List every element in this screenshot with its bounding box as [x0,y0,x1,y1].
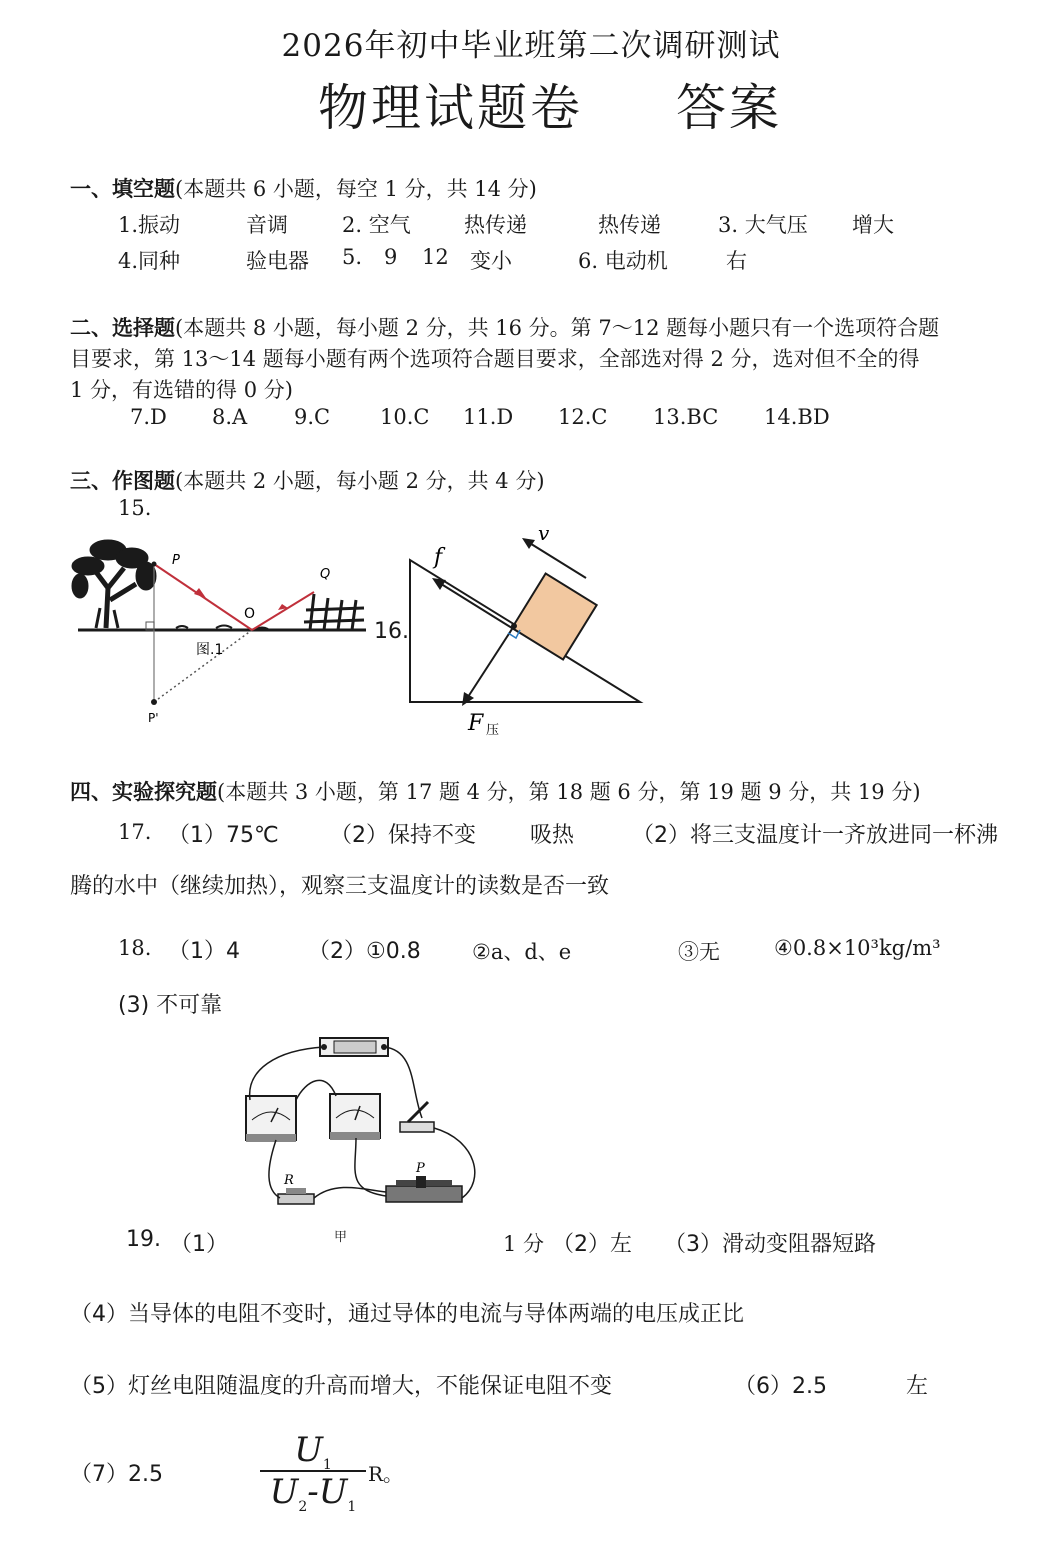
s1-ans-1: 1.振动 [118,213,181,237]
ammeter-icon [246,1096,296,1142]
exam-title: 物理试题卷 [318,79,583,137]
s1-ans-12: 12 [422,245,449,269]
s1-ans-3: 2. 空气 [342,213,411,237]
q19-a3: （2）左 [552,1232,632,1257]
den-u2: U [269,1472,299,1512]
s2-ans-13: 13.BC [653,405,719,429]
num-u: U [294,1430,323,1470]
q19-fraction [258,1430,368,1515]
q15-number: 15. [118,496,152,520]
section1-desc: (本题共 6 小题，每空 1 分，共 14 分) [175,177,537,201]
s2-ans-9: 9.C [294,405,331,429]
q15-reflection-figure [66,528,376,728]
q18-a5: ④0.8×10³kg/m³ [774,936,941,960]
block [512,574,597,660]
q19-number: 19. [126,1227,161,1252]
s1-ans-11: 9 [384,245,398,269]
label-slider-p: P [416,1161,425,1176]
q19-a4: （3）滑动变阻器短路 [664,1232,876,1257]
label-v: v [538,521,550,545]
section2-desc2: 目要求，第 13～14 题每小题有两个选项符合题目要求，全部选对得 2 分，选对但不全的得 [70,347,920,371]
q17-a4: （2）将三支温度计一齐放进同一杯沸 [632,823,998,848]
resistor-icon [278,1188,314,1204]
fraction-numerator [258,1430,368,1473]
q19-a2: 1 分 [503,1232,545,1256]
section2-desc3: 1 分，有选错的得 0 分) [70,378,293,402]
s1-ans-13: 变小 [470,249,512,273]
label-f-press: F [468,711,484,736]
q19-a1: （1） [170,1232,228,1257]
section4-heading: 四、实验探究题 [70,779,217,804]
fraction-denominator [258,1472,368,1515]
den-u2-sub: 2 [298,1498,308,1515]
num-u-sub: 1 [322,1456,332,1473]
q17-a5: 腾的水中（继续加热），观察三支温度计的读数是否一致 [70,874,610,899]
q18-a4: ③无 [678,940,720,964]
q19-figure-label: 甲 [334,1230,348,1245]
s1-ans-14: 6. 电动机 [578,249,668,273]
fence-icon [304,594,364,630]
s2-ans-12: 12.C [558,405,608,429]
q19-circuit-figure [236,1030,492,1220]
section2-desc1: (本题共 8 小题，每小题 2 分，共 16 分。第 7～12 题每小题只有一个选项符合题 [175,316,940,340]
q18-a2: （2）①0.8 [308,939,421,964]
section3-heading: 三、作图题 [70,468,175,493]
section3-desc: (本题共 2 小题，每小题 2 分，共 4 分) [175,469,545,493]
den-minus-u1: -U [307,1472,348,1512]
q17-a2: （2）保持不变 [330,823,476,848]
battery-icon [320,1038,388,1056]
section1-heading: 一、填空题 [70,176,175,201]
q18-a6: (3) 不可靠 [118,993,223,1018]
s1-ans-10: 5. [342,245,363,269]
q19-a6: （5）灯丝电阻随温度的升高而增大，不能保证电阻不变 [70,1374,612,1399]
s1-ans-5: 热传递 [598,213,661,237]
s1-ans-4: 热传递 [464,213,527,237]
q19-a7: （6）2.5 [734,1374,827,1399]
tree-icon [72,540,156,628]
section1-header [70,173,537,203]
section4-desc: (本题共 3 小题，第 17 题 4 分，第 18 题 6 分，第 19 题 9 分，共 19 分) [217,780,921,804]
label-q: Q [320,567,331,582]
switch-icon [400,1102,434,1132]
s2-ans-10: 10.C [380,405,430,429]
q17-a3: 吸热 [530,823,575,848]
q17-a1: （1）75℃ [168,823,279,848]
q16-number: 16. [374,619,409,644]
label-r: R [284,1173,294,1188]
answer-title: 答案 [676,79,782,137]
section2-heading: 二、选择题 [70,315,175,340]
label-f: f [434,545,443,570]
q19-a9: （7）2.5 [70,1462,163,1487]
fig1-caption: 图.1 [196,642,224,658]
s1-ans-7: 增大 [852,213,894,237]
label-p-prime: P' [148,711,159,725]
s1-ans-15: 右 [726,249,747,273]
q17-number: 17. [118,820,152,844]
label-p: P [172,553,180,568]
fraction-tail: R。 [368,1462,404,1486]
s2-ans-8: 8.A [212,405,248,429]
q18-a3: ②a、d、e [472,940,572,964]
s1-ans-2: 音调 [246,213,288,237]
s1-ans-6: 3. 大气压 [718,213,808,237]
exam-title-line1: 2026年初中毕业班第二次调研测试 [281,28,781,64]
s1-ans-8: 4.同种 [118,249,181,273]
s2-ans-11: 11.D [463,405,514,429]
voltmeter-icon [330,1094,380,1140]
q18-a1: （1）4 [168,939,240,964]
s2-ans-7: 7.D [130,405,167,429]
s1-ans-9: 验电器 [246,249,309,273]
rheostat-icon [386,1176,462,1202]
q18-number: 18. [118,936,152,960]
q16-incline-figure [404,520,648,740]
den-u1-sub: 1 [347,1498,357,1515]
section3-header [70,465,545,495]
label-f-press-sub: 压 [486,723,500,738]
label-o: O [244,606,256,622]
q19-a5: （4）当导体的电阻不变时，通过导体的电流与导体两端的电压成正比 [70,1302,744,1327]
section2-header [70,312,939,342]
q19-a8: 左 [906,1374,929,1399]
section4-header [70,776,921,806]
s2-ans-14: 14.BD [764,405,830,429]
